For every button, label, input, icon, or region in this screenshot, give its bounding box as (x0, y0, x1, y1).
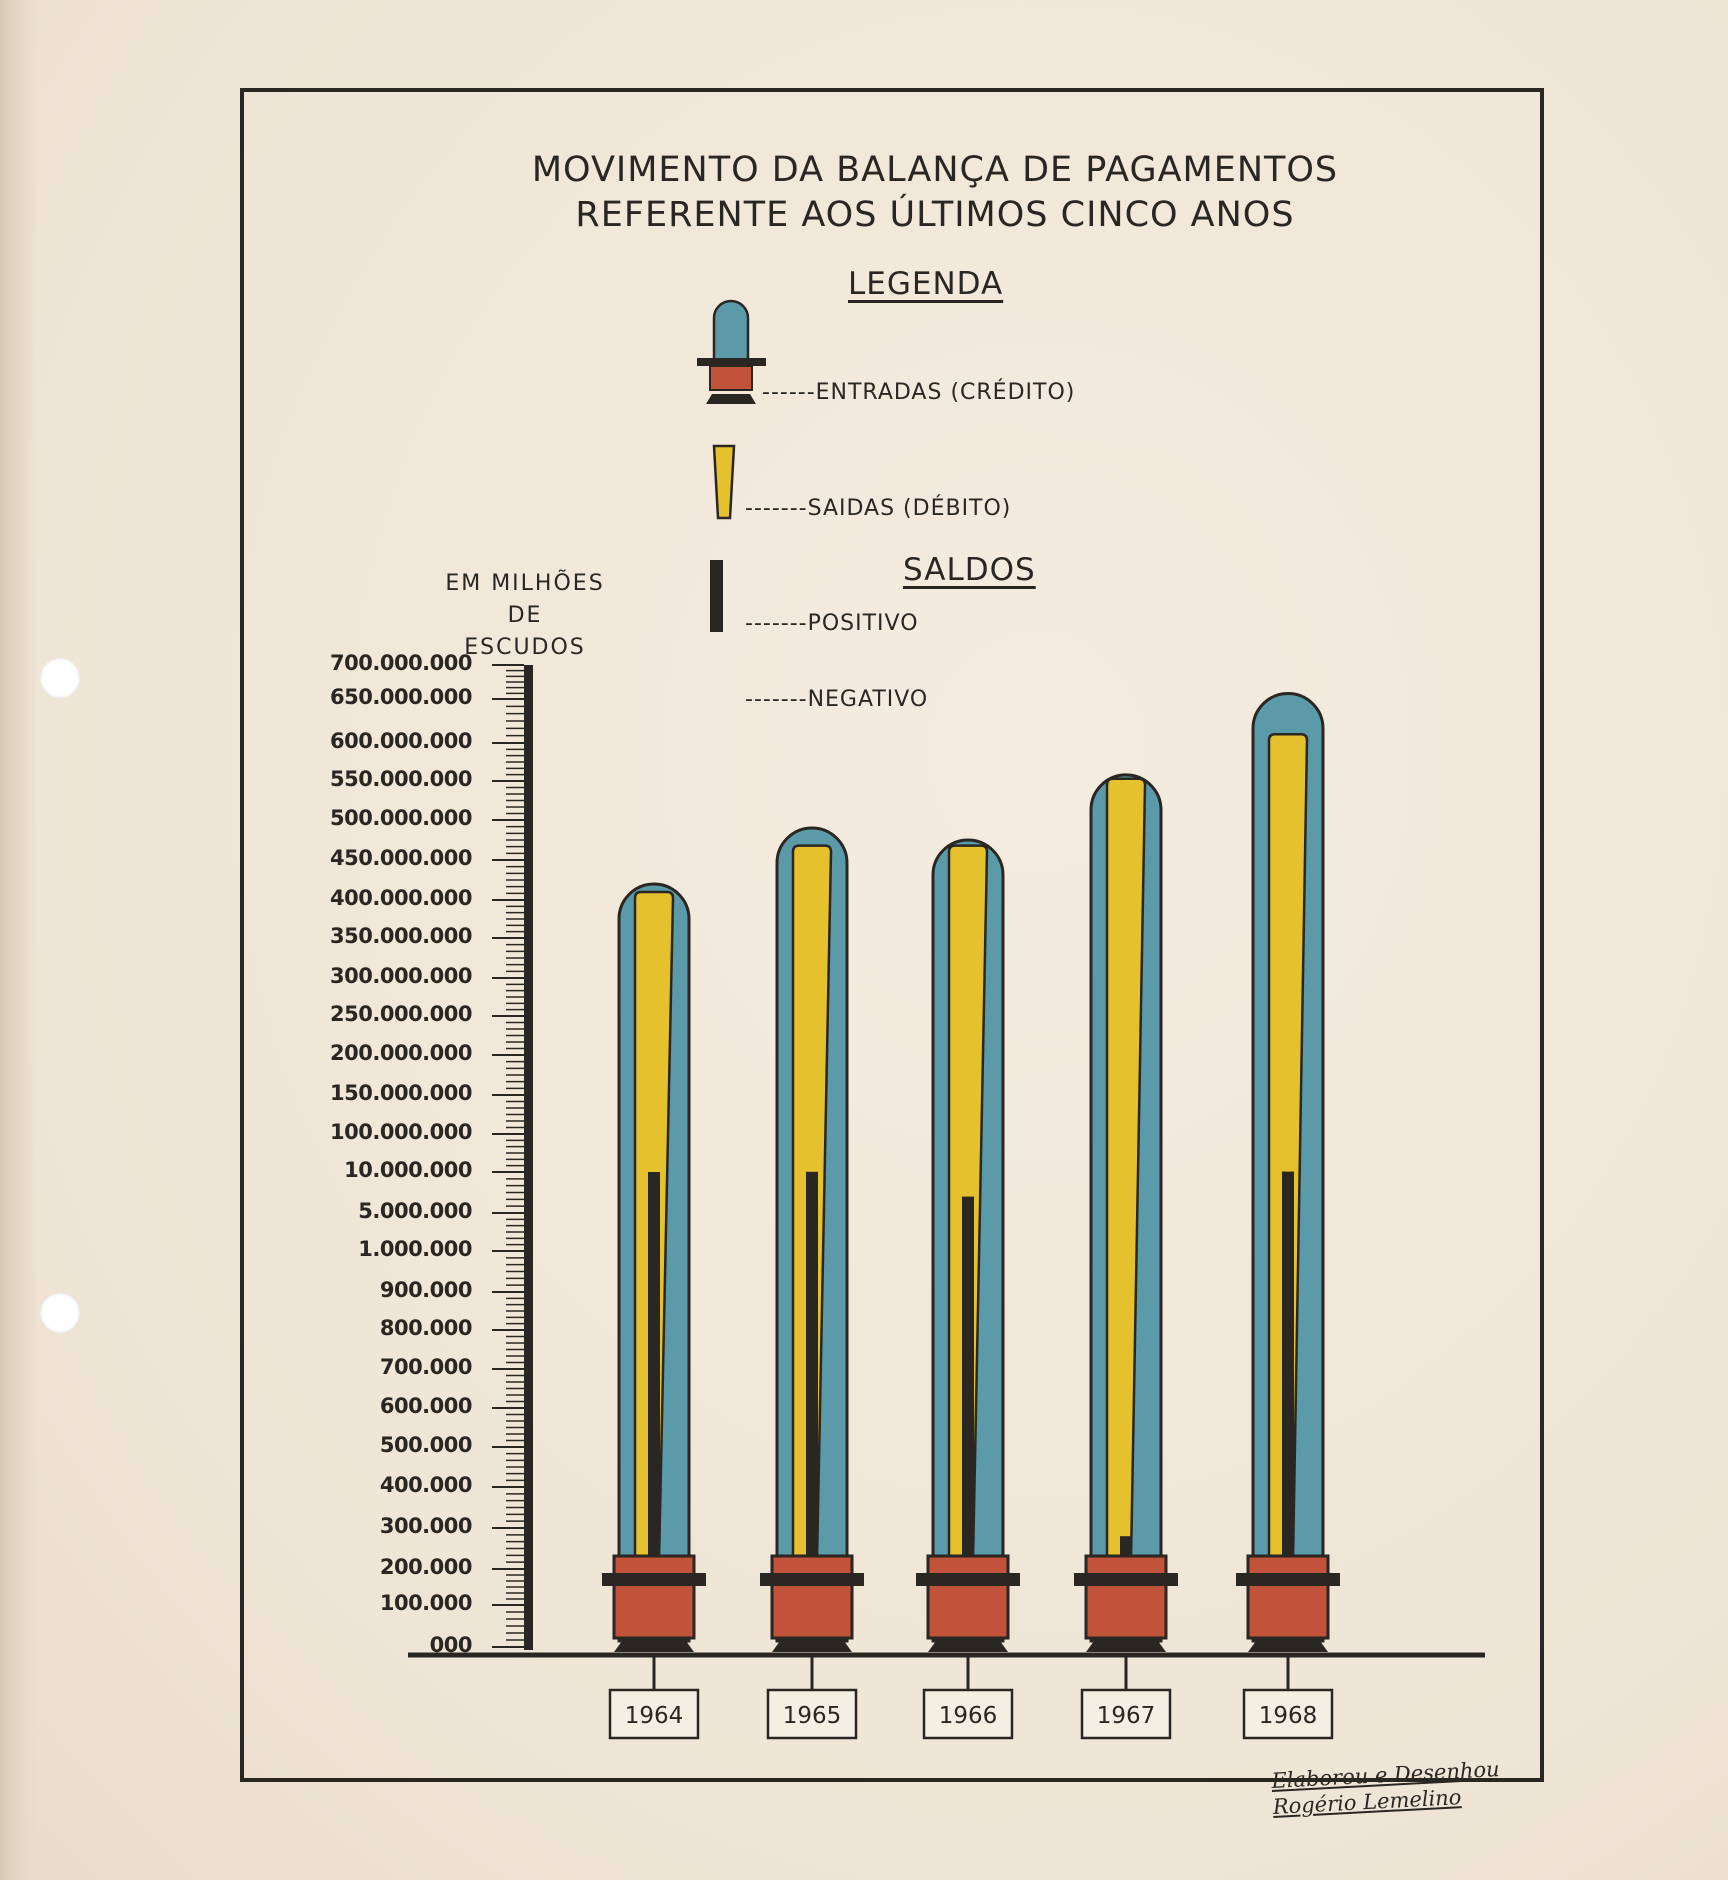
bar-foot (772, 1641, 852, 1652)
legend-debit-icon (714, 446, 734, 518)
balance-positive-bar (648, 1172, 660, 1560)
x-tick-label: 1965 (782, 1703, 842, 1729)
y-tick-label: 500.000.000 (330, 806, 472, 830)
y-tick-label: 200.000.000 (330, 1041, 472, 1065)
unit-line: DE (507, 603, 543, 628)
chart-subtitle: REFERENTE AOS ÚLTIMOS CINCO ANOS (575, 195, 1295, 235)
y-tick-label: 100.000.000 (330, 1120, 472, 1144)
saldos-heading: SALDOS (903, 552, 1036, 588)
y-axis-spine (524, 665, 533, 1650)
bar-base-band (1236, 1573, 1340, 1586)
y-tick-label: 300.000.000 (330, 964, 472, 988)
bar-1966 (916, 840, 1020, 1652)
bar-1964 (602, 884, 706, 1652)
x-tick-label: 1967 (1096, 1703, 1156, 1729)
bar-base (772, 1556, 852, 1638)
y-tick-label: 350.000.000 (330, 924, 472, 948)
bars-group (602, 694, 1340, 1652)
y-tick-label: 400.000.000 (330, 886, 472, 910)
x-axis (408, 1655, 1485, 1738)
bar-1965 (760, 828, 864, 1652)
y-tick-label: 800.000 (379, 1316, 472, 1340)
chart-title: MOVIMENTO DA BALANÇA DE PAGAMENTOS (531, 150, 1339, 190)
y-tick-label: 1.000.000 (358, 1237, 472, 1261)
bar-base-band (916, 1573, 1020, 1586)
y-tick-label: 700.000.000 (330, 651, 472, 675)
signature-line: Rogério Lemelino (1272, 1785, 1462, 1819)
y-tick-label: 5.000.000 (358, 1199, 472, 1223)
bar-base (928, 1556, 1008, 1638)
bar-1967 (1074, 775, 1178, 1652)
y-tick-label: 650.000.000 (330, 685, 472, 709)
legend-positive-icon (710, 560, 723, 632)
bar-foot (1086, 1641, 1166, 1652)
legend-saidas-label: -------SAIDAS (DÉBITO) (745, 496, 1012, 521)
y-tick-label: 450.000.000 (330, 846, 472, 870)
legend-icons (697, 301, 766, 632)
signature-line: Elaborou e Desenhou (1270, 1757, 1501, 1793)
y-tick-label: 600.000 (379, 1394, 472, 1418)
y-tick-label: 300.000 (379, 1514, 472, 1538)
x-tick-label: 1968 (1258, 1703, 1318, 1729)
bar-1968 (1236, 694, 1340, 1652)
y-tick-label: 200.000 (379, 1555, 472, 1579)
y-axis (492, 665, 533, 1650)
y-tick-label: 100.000 (379, 1591, 472, 1615)
legend-negativo-label: -------NEGATIVO (745, 687, 929, 712)
balance-positive-bar (1282, 1172, 1294, 1560)
y-tick-label: 600.000.000 (330, 729, 472, 753)
y-tick-label: 10.000.000 (344, 1158, 472, 1182)
legend-credit-band (697, 358, 766, 366)
x-tick-label: 1966 (938, 1703, 998, 1729)
legend-credit-base (710, 366, 752, 390)
y-tick-label: 550.000.000 (330, 767, 472, 791)
legend-heading: LEGENDA (848, 266, 1004, 302)
y-tick-label: 150.000.000 (330, 1081, 472, 1105)
y-tick-label: 500.000 (379, 1433, 472, 1457)
y-tick-label: 250.000.000 (330, 1002, 472, 1026)
bar-base-band (760, 1573, 864, 1586)
bar-base (614, 1556, 694, 1638)
unit-line: EM MILHÕES (445, 571, 605, 596)
bar-base (1248, 1556, 1328, 1638)
legend-positivo-label: -------POSITIVO (745, 611, 919, 636)
x-tick-label: 1964 (624, 1703, 684, 1729)
bar-base-band (602, 1573, 706, 1586)
legend-credit-foot (706, 394, 756, 404)
balance-positive-bar (806, 1172, 818, 1560)
y-tick-label: 400.000 (379, 1473, 472, 1497)
legend-entradas-label: ------ENTRADAS (CRÉDITO) (762, 380, 1076, 405)
bar-base (1086, 1556, 1166, 1638)
y-tick-label: 000 (429, 1633, 472, 1657)
y-tick-label: 900.000 (379, 1278, 472, 1302)
bar-foot (928, 1641, 1008, 1652)
bar-foot (614, 1641, 694, 1652)
unit-line: ESCUDOS (464, 635, 586, 660)
bar-foot (1248, 1641, 1328, 1652)
balance-positive-bar (962, 1197, 974, 1560)
y-tick-label: 700.000 (379, 1355, 472, 1379)
bar-base-band (1074, 1573, 1178, 1586)
legend-credit-icon (714, 301, 748, 362)
